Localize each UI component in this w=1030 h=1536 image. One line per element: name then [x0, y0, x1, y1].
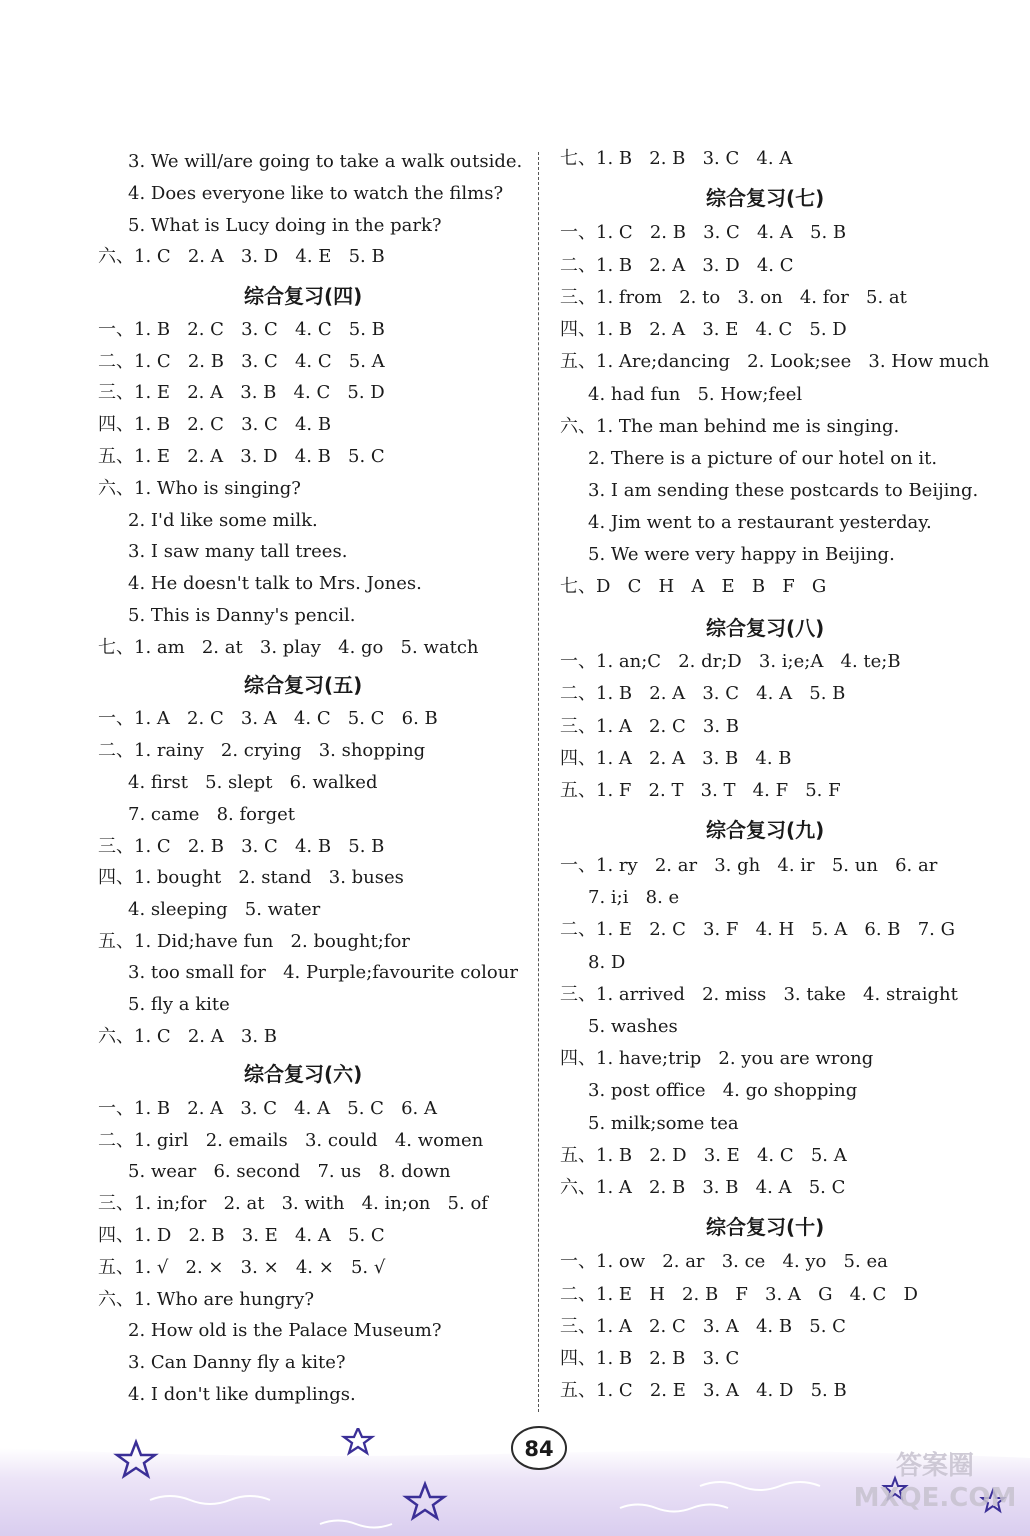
answer-line: 六、1. Who are hungry?	[98, 1289, 314, 1310]
answer-line: 七、1. B 2. B 3. C 4. A	[560, 148, 793, 169]
answer-line: 8. D	[588, 952, 626, 973]
answer-line: 五、1. F 2. T 3. T 4. F 5. F	[560, 780, 841, 801]
section-heading: 综合复习(四)	[244, 284, 363, 308]
section-heading: 综合复习(五)	[244, 673, 363, 697]
answer-line: 5. What is Lucy doing in the park?	[128, 215, 442, 236]
answer-line: 3. I am sending these postcards to Beijing.	[588, 480, 979, 501]
answer-line: 2. I'd like some milk.	[128, 510, 318, 531]
answer-line: 二、1. B 2. A 3. D 4. C	[560, 255, 794, 276]
answer-line: 4. I don't like dumplings.	[128, 1384, 356, 1405]
answer-line: 4. first 5. slept 6. walked	[128, 772, 378, 793]
answer-line: 3. We will/are going to take a walk outside.	[128, 151, 523, 172]
answer-line: 四、1. B 2. A 3. E 4. C 5. D	[560, 319, 847, 340]
answer-line: 4. Jim went to a restaurant yesterday.	[588, 512, 932, 533]
answer-line: 3. I saw many tall trees.	[128, 541, 348, 562]
answer-line: 二、1. E H 2. B F 3. A G 4. C D	[560, 1284, 918, 1305]
answer-line: 二、1. B 2. A 3. C 4. A 5. B	[560, 683, 846, 704]
answer-line: 7. i;i 8. e	[588, 887, 680, 908]
answer-line: 5. We were very happy in Beijing.	[588, 544, 895, 565]
answer-line: 3. too small for 4. Purple;favourite colour	[128, 962, 518, 983]
answer-line: 六、1. A 2. B 3. B 4. A 5. C	[560, 1177, 846, 1198]
answer-line: 六、1. Who is singing?	[98, 478, 301, 499]
answer-line: 5. wear 6. second 7. us 8. down	[128, 1161, 451, 1182]
answer-line: 五、1. C 2. E 3. A 4. D 5. B	[560, 1380, 847, 1401]
watermark: 答案圈 MXQE.COM	[853, 1451, 1017, 1513]
answer-line: 四、1. bought 2. stand 3. buses	[98, 867, 404, 888]
answer-line: 四、1. D 2. B 3. E 4. A 5. C	[98, 1225, 385, 1246]
answer-line: 二、1. C 2. B 3. C 4. C 5. A	[98, 351, 385, 372]
answer-line: 5. fly a kite	[128, 994, 230, 1015]
answer-line: 二、1. girl 2. emails 3. could 4. women	[98, 1130, 484, 1151]
answer-line: 4. Does everyone like to watch the films?	[128, 183, 504, 204]
page-number: 84	[524, 1437, 554, 1461]
section-heading: 综合复习(六)	[244, 1062, 363, 1086]
answer-line: 一、1. ow 2. ar 3. ce 4. yo 5. ea	[560, 1251, 888, 1272]
answer-line: 4. sleeping 5. water	[128, 899, 321, 920]
answer-line: 5. milk;some tea	[588, 1113, 739, 1134]
answer-line: 四、1. B 2. B 3. C	[560, 1348, 740, 1369]
answer-line: 一、1. A 2. C 3. A 4. C 5. C 6. B	[98, 708, 438, 729]
answer-line: 二、1. E 2. C 3. F 4. H 5. A 6. B 7. G	[560, 919, 955, 940]
answer-line: 三、1. arrived 2. miss 3. take 4. straight	[560, 984, 958, 1005]
section-heading: 综合复习(八)	[706, 616, 825, 640]
answer-line: 四、1. A 2. A 3. B 4. B	[560, 748, 792, 769]
answer-line: 五、1. E 2. A 3. D 4. B 5. C	[98, 446, 385, 467]
answer-line: 4. had fun 5. How;feel	[588, 384, 803, 405]
answer-line: 五、1. B 2. D 3. E 4. C 5. A	[560, 1145, 847, 1166]
answer-line: 一、1. C 2. B 3. C 4. A 5. B	[560, 222, 847, 243]
star-icon	[344, 1428, 372, 1453]
answer-line: 5. This is Danny's pencil.	[128, 605, 356, 626]
answer-line: 五、1. Did;have fun 2. bought;for	[98, 931, 410, 952]
section-heading: 综合复习(十)	[706, 1215, 825, 1239]
answer-line: 一、1. B 2. C 3. C 4. C 5. B	[98, 319, 385, 340]
answer-line: 三、1. from 2. to 3. on 4. for 5. at	[560, 287, 907, 308]
column-divider	[538, 152, 539, 1412]
answer-line: 五、1. √ 2. × 3. × 4. × 5. √	[98, 1257, 386, 1278]
answer-line: 六、1. C 2. A 3. D 4. E 5. B	[98, 246, 385, 267]
answer-line: 5. washes	[588, 1016, 678, 1037]
answer-line: 三、1. A 2. C 3. A 4. B 5. C	[560, 1316, 846, 1337]
answer-line: 四、1. B 2. C 3. C 4. B	[98, 414, 332, 435]
answer-line: 五、1. Are;dancing 2. Look;see 3. How much	[560, 351, 990, 372]
answer-line: 六、1. The man behind me is singing.	[560, 416, 900, 437]
answer-line: 2. How old is the Palace Museum?	[128, 1320, 442, 1341]
answer-line: 4. He doesn't talk to Mrs. Jones.	[128, 573, 422, 594]
answer-line: 2. There is a picture of our hotel on it.	[588, 448, 938, 469]
answer-line: 3. post office 4. go shopping	[588, 1080, 858, 1101]
section-heading: 综合复习(九)	[706, 818, 825, 842]
answer-line: 一、1. B 2. A 3. C 4. A 5. C 6. A	[98, 1098, 437, 1119]
answer-line: 六、1. C 2. A 3. B	[98, 1026, 278, 1047]
answer-line: 7. came 8. forget	[128, 804, 296, 825]
answer-line: 七、D C H A E B F G	[560, 576, 827, 597]
answer-line: 三、1. A 2. C 3. B	[560, 716, 740, 737]
answer-line: 一、1. an;C 2. dr;D 3. i;e;A 4. te;B	[560, 651, 901, 672]
answer-line: 二、1. rainy 2. crying 3. shopping	[98, 740, 426, 761]
answer-line: 三、1. in;for 2. at 3. with 4. in;on 5. of	[98, 1193, 488, 1214]
section-heading: 综合复习(七)	[706, 186, 825, 210]
answer-line: 四、1. have;trip 2. you are wrong	[560, 1048, 874, 1069]
answer-line: 七、1. am 2. at 3. play 4. go 5. watch	[98, 637, 479, 658]
answer-line: 三、1. C 2. B 3. C 4. B 5. B	[98, 836, 385, 857]
answer-line: 一、1. ry 2. ar 3. gh 4. ir 5. un 6. ar	[560, 855, 938, 876]
answer-line: 3. Can Danny fly a kite?	[128, 1352, 346, 1373]
answer-line: 三、1. E 2. A 3. B 4. C 5. D	[98, 382, 385, 403]
